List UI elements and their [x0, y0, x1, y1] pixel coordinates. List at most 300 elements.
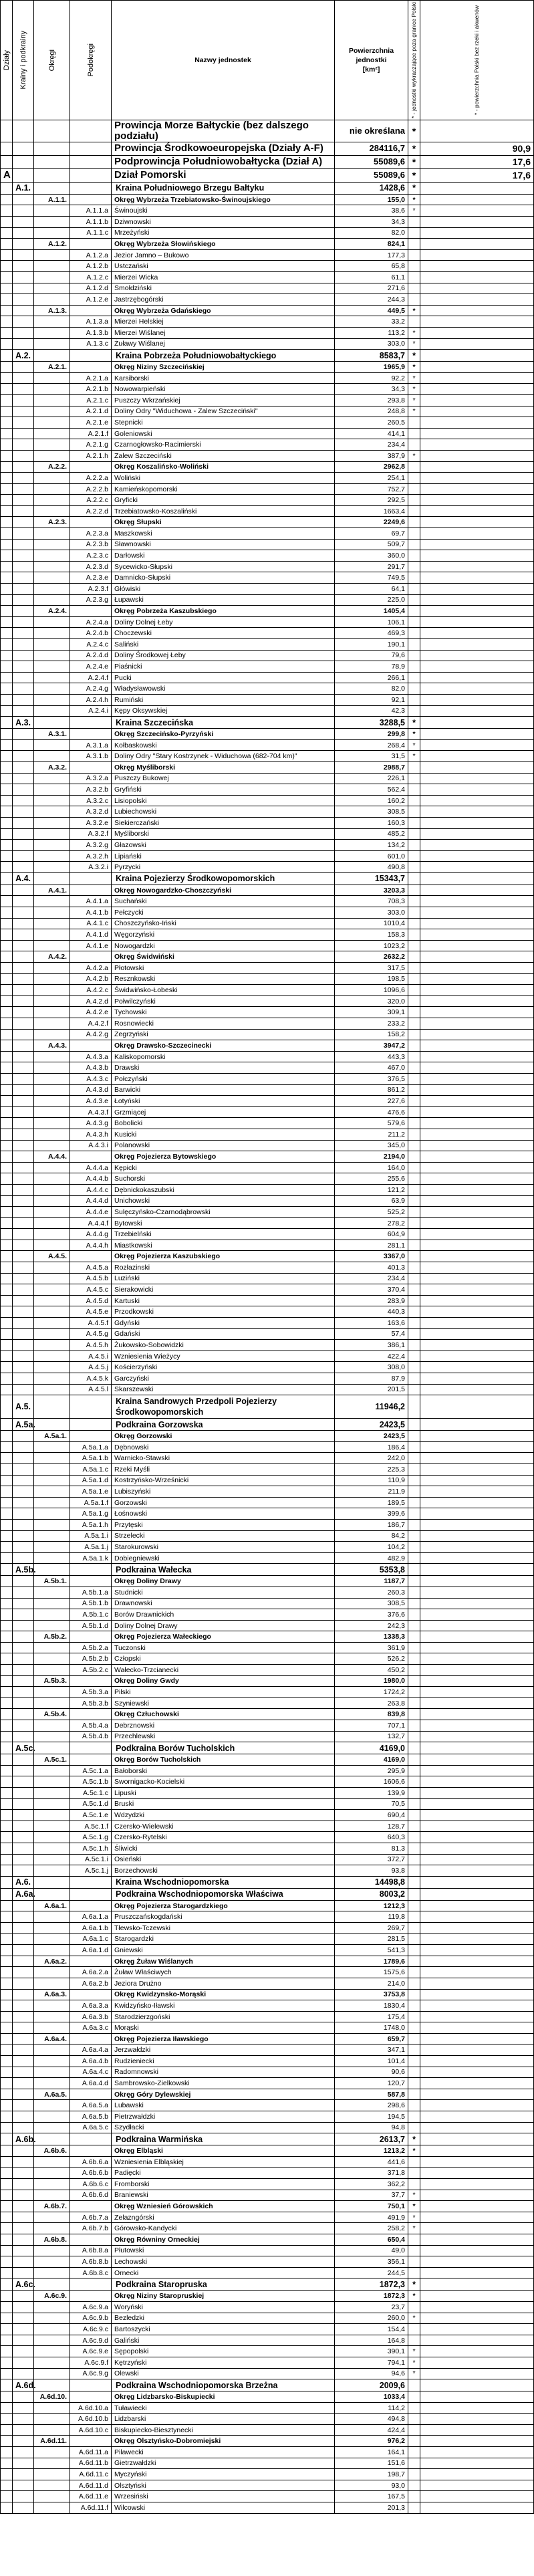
- cell-flag: [408, 985, 420, 996]
- cell-okreg: [34, 896, 70, 907]
- cell-okreg: A.6a.1.: [34, 1900, 70, 1911]
- cell-flag: [408, 2391, 420, 2403]
- table-row: [1, 2078, 534, 2089]
- cell-kraina: [13, 1318, 34, 1329]
- cell-dzial: [1, 1162, 13, 1173]
- cell-poland-share: [420, 1195, 534, 1207]
- cell-name: Sławnowski: [112, 539, 335, 550]
- cell-area: 1405,4: [335, 606, 408, 617]
- cell-poland-share: [420, 2089, 534, 2100]
- cell-dzial: [1, 1788, 13, 1799]
- cell-flag: [408, 896, 420, 907]
- cell-podokreg: A.5b.4.b: [70, 1731, 112, 1742]
- cell-flag: [408, 806, 420, 818]
- cell-kraina: [13, 283, 34, 294]
- cell-flag: *: [408, 406, 420, 417]
- cell-poland-share: [420, 751, 534, 762]
- header-okregi-label: Okręgi: [47, 49, 56, 72]
- cell-poland-share: [420, 505, 534, 517]
- cell-name: Gryficki: [112, 495, 335, 506]
- cell-kraina: [13, 168, 34, 182]
- cell-area: 450,2: [335, 1665, 408, 1676]
- header-flag1: [408, 1, 420, 120]
- cell-kraina: [13, 1609, 34, 1621]
- cell-dzial: [1, 155, 13, 168]
- cell-poland-share: [420, 1720, 534, 1732]
- cell-dzial: [1, 417, 13, 429]
- cell-poland-share: [420, 795, 534, 806]
- cell-dzial: [1, 1798, 13, 1810]
- cell-name: Borzechowski: [112, 1865, 335, 1877]
- cell-flag: [408, 973, 420, 985]
- cell-podokreg: [70, 2234, 112, 2245]
- cell-okreg: [34, 1240, 70, 1251]
- cell-name: Padięcki: [112, 2168, 335, 2179]
- cell-name: Okręg Doliny Gwdy: [112, 1675, 335, 1687]
- cell-kraina: [13, 2000, 34, 2012]
- cell-okreg: A.6a.5.: [34, 2089, 70, 2100]
- cell-podokreg: [70, 362, 112, 373]
- cell-name: Lubiszyński: [112, 1486, 335, 1498]
- cell-kraina: [13, 239, 34, 250]
- table-row: [1, 539, 534, 550]
- cell-area: 248,8: [335, 406, 408, 417]
- cell-okreg: [34, 2313, 70, 2324]
- cell-dzial: [1, 1240, 13, 1251]
- cell-poland-share: [420, 2335, 534, 2346]
- cell-podokreg: A.4.3.c: [70, 1073, 112, 1084]
- cell-area: 186,4: [335, 1441, 408, 1453]
- cell-okreg: [34, 417, 70, 429]
- cell-area: 303,0: [335, 907, 408, 919]
- cell-podokreg: A.6c.9.f: [70, 2357, 112, 2368]
- cell-kraina: [13, 806, 34, 818]
- cell-okreg: [34, 2491, 70, 2502]
- cell-podokreg: A.4.4.e: [70, 1207, 112, 1218]
- cell-podokreg: A.5a.1.g: [70, 1508, 112, 1520]
- table-row: [1, 1765, 534, 1776]
- header-dzialy: [1, 1, 13, 120]
- cell-kraina: [13, 773, 34, 784]
- cell-podokreg: [70, 350, 112, 362]
- cell-okreg: [34, 2256, 70, 2268]
- cell-okreg: A.2.2.: [34, 461, 70, 473]
- cell-okreg: [34, 2133, 70, 2145]
- cell-podokreg: A.4.1.d: [70, 929, 112, 941]
- cell-flag: [408, 1207, 420, 1218]
- cell-name: Nowowarpieński: [112, 384, 335, 395]
- cell-dzial: [1, 784, 13, 796]
- cell-poland-share: [420, 1328, 534, 1340]
- cell-poland-share: [420, 907, 534, 919]
- header-flag2: [420, 1, 534, 120]
- cell-podokreg: A.4.2.e: [70, 1007, 112, 1018]
- cell-okreg: [34, 2335, 70, 2346]
- cell-kraina: [13, 1832, 34, 1843]
- cell-name: Olsztyński: [112, 2480, 335, 2491]
- cell-poland-share: [420, 217, 534, 228]
- table-row: [1, 1318, 534, 1329]
- cell-name: Okręg Gorzowski: [112, 1431, 335, 1442]
- cell-flag: [408, 1062, 420, 1074]
- cell-okreg: [34, 628, 70, 639]
- cell-okreg: A.2.3.: [34, 517, 70, 528]
- cell-podokreg: [70, 1040, 112, 1052]
- cell-poland-share: 17,6: [420, 168, 534, 182]
- cell-kraina: [13, 1631, 34, 1643]
- cell-podokreg: A.2.3.g: [70, 594, 112, 606]
- cell-area: 1663,4: [335, 505, 408, 517]
- cell-okreg: [34, 1653, 70, 1665]
- cell-area: 82,0: [335, 227, 408, 239]
- table-row: [1, 1419, 534, 1431]
- cell-podokreg: A.5b.1.a: [70, 1587, 112, 1598]
- cell-flag: [408, 1876, 420, 1888]
- cell-dzial: [1, 2267, 13, 2278]
- cell-kraina: [13, 428, 34, 439]
- cell-dzial: [1, 528, 13, 540]
- cell-podokreg: A.4.5.a: [70, 1262, 112, 1274]
- cell-okreg: [34, 850, 70, 862]
- cell-dzial: [1, 1340, 13, 1351]
- cell-podokreg: [70, 729, 112, 740]
- cell-flag: [408, 1754, 420, 1766]
- cell-flag: [408, 1832, 420, 1843]
- cell-podokreg: A.1.2.c: [70, 272, 112, 283]
- cell-dzial: [1, 1609, 13, 1621]
- cell-dzial: [1, 705, 13, 717]
- cell-kraina: [13, 2447, 34, 2458]
- cell-flag: [408, 1598, 420, 1609]
- table-row: [1, 1576, 534, 1587]
- cell-poland-share: [420, 1552, 534, 1564]
- cell-area: 65,8: [335, 261, 408, 272]
- cell-okreg: [34, 1084, 70, 1096]
- cell-okreg: [34, 1262, 70, 1274]
- cell-dzial: [1, 1318, 13, 1329]
- cell-dzial: [1, 929, 13, 941]
- cell-okreg: [34, 539, 70, 550]
- cell-flag: [408, 828, 420, 840]
- cell-flag: [408, 1262, 420, 1274]
- cell-dzial: [1, 1384, 13, 1395]
- cell-area: 387,9: [335, 450, 408, 461]
- cell-area: 1213,2: [335, 2145, 408, 2157]
- cell-area: 317,5: [335, 963, 408, 974]
- table-row: [1, 1395, 534, 1419]
- cell-kraina: [13, 2291, 34, 2302]
- cell-dzial: [1, 327, 13, 338]
- cell-flag: [408, 940, 420, 951]
- cell-poland-share: [420, 1486, 534, 1498]
- cell-name: Mierzei Helskiej: [112, 316, 335, 328]
- cell-area: 33,2: [335, 316, 408, 328]
- cell-dzial: [1, 1195, 13, 1207]
- cell-flag: *: [408, 2201, 420, 2212]
- cell-area: 2962,8: [335, 461, 408, 473]
- cell-poland-share: [420, 1051, 534, 1062]
- cell-name: Dębnowski: [112, 1441, 335, 1453]
- cell-podokreg: A.6a.1.d: [70, 1945, 112, 1956]
- cell-kraina: A.6b.: [13, 2133, 34, 2145]
- cell-kraina: [13, 362, 34, 373]
- cell-poland-share: [420, 338, 534, 350]
- cell-podokreg: A.4.5.h: [70, 1340, 112, 1351]
- cell-podokreg: A.6a.4.a: [70, 2044, 112, 2056]
- cell-kraina: [13, 1576, 34, 1587]
- cell-name: Strzelecki: [112, 1530, 335, 1542]
- cell-name: Smołdziński: [112, 283, 335, 294]
- cell-kraina: [13, 795, 34, 806]
- table-row: [1, 1709, 534, 1720]
- cell-kraina: [13, 2011, 34, 2022]
- cell-okreg: [34, 1340, 70, 1351]
- cell-okreg: A.3.1.: [34, 729, 70, 740]
- cell-dzial: [1, 1967, 13, 1978]
- cell-poland-share: [420, 661, 534, 673]
- cell-podokreg: A.2.2.d: [70, 505, 112, 517]
- cell-podokreg: [70, 606, 112, 617]
- cell-area: 292,5: [335, 495, 408, 506]
- cell-area: 1872,3: [335, 2278, 408, 2291]
- cell-area: 134,2: [335, 840, 408, 851]
- cell-name: Okręg Niziny Szczecińskiej: [112, 362, 335, 373]
- cell-area: 104,2: [335, 1542, 408, 1553]
- table-row: [1, 694, 534, 705]
- cell-dzial: [1, 283, 13, 294]
- cell-poland-share: [420, 784, 534, 796]
- table-row: [1, 261, 534, 272]
- table-row: [1, 1373, 534, 1385]
- cell-kraina: [13, 929, 34, 941]
- cell-okreg: [34, 1731, 70, 1742]
- cell-flag: [408, 417, 420, 429]
- cell-poland-share: [420, 1609, 534, 1621]
- cell-podokreg: A.6b.8.c: [70, 2267, 112, 2278]
- cell-name: Okręg Koszalińsko-Woliński: [112, 461, 335, 473]
- cell-area: 5353,8: [335, 1564, 408, 1576]
- cell-flag: [408, 2156, 420, 2168]
- cell-name: Morąski: [112, 2022, 335, 2034]
- cell-name: Łotyński: [112, 1096, 335, 1107]
- cell-okreg: [34, 1362, 70, 1373]
- cell-flag: [408, 483, 420, 495]
- cell-name: Podkraina Wałecka: [112, 1564, 335, 1576]
- cell-dzial: [1, 2436, 13, 2447]
- cell-name: Drawnowski: [112, 1598, 335, 1609]
- cell-name: Okręg Słupski: [112, 517, 335, 528]
- cell-flag: [408, 918, 420, 929]
- cell-dzial: [1, 885, 13, 896]
- cell-kraina: [13, 828, 34, 840]
- cell-okreg: [34, 168, 70, 182]
- cell-okreg: [34, 1821, 70, 1832]
- cell-kraina: [13, 194, 34, 205]
- cell-name: Sambrowsko-Zielkowski: [112, 2078, 335, 2089]
- cell-area: 189,5: [335, 1497, 408, 1508]
- cell-flag: [408, 872, 420, 885]
- cell-kraina: [13, 1765, 34, 1776]
- cell-podokreg: A.4.5.g: [70, 1328, 112, 1340]
- cell-dzial: [1, 439, 13, 451]
- cell-podokreg: [70, 951, 112, 963]
- table-row: [1, 1463, 534, 1475]
- cell-area: 225,0: [335, 594, 408, 606]
- cell-name: Gdyński: [112, 1318, 335, 1329]
- cell-flag: [408, 2078, 420, 2089]
- cell-poland-share: [420, 1587, 534, 1598]
- cell-name: Okręg Pojezierza Bytowskiego: [112, 1151, 335, 1163]
- table-row: [1, 2089, 534, 2100]
- cell-name: Żuławy Wiślanej: [112, 338, 335, 350]
- cell-area: 1965,9: [335, 362, 408, 373]
- cell-area: 1187,7: [335, 1576, 408, 1587]
- cell-kraina: [13, 2346, 34, 2357]
- cell-name: Wrzesiński: [112, 2491, 335, 2502]
- cell-name: Prowincja Środkowoeuropejska (Działy A-F): [112, 142, 335, 155]
- cell-name: Suchorski: [112, 1173, 335, 1185]
- cell-okreg: A.2.1.: [34, 362, 70, 373]
- cell-kraina: [13, 1096, 34, 1107]
- cell-okreg: [34, 1328, 70, 1340]
- cell-name: Olewski: [112, 2368, 335, 2379]
- cell-podokreg: [70, 2145, 112, 2157]
- cell-okreg: [34, 1475, 70, 1486]
- cell-dzial: [1, 1911, 13, 1923]
- cell-kraina: [13, 2469, 34, 2480]
- cell-name: Puszczy Wkrzańskiej: [112, 394, 335, 406]
- cell-kraina: [13, 505, 34, 517]
- cell-okreg: [34, 1776, 70, 1788]
- cell-okreg: [34, 2502, 70, 2514]
- cell-name: Czersko-Wielewski: [112, 1821, 335, 1832]
- cell-flag: [408, 1318, 420, 1329]
- cell-name: Puszczy Bukowej: [112, 773, 335, 784]
- cell-dzial: [1, 272, 13, 283]
- cell-name: Kraina Sandrowych Przedpoli Pojezierzy Środkowopomorskich: [112, 1395, 335, 1419]
- cell-poland-share: [420, 985, 534, 996]
- cell-podokreg: A.2.4.a: [70, 616, 112, 628]
- cell-podokreg: [70, 885, 112, 896]
- cell-poland-share: [420, 1284, 534, 1296]
- cell-dzial: [1, 1475, 13, 1486]
- cell-area: 690,4: [335, 1810, 408, 1821]
- cell-dzial: [1, 2133, 13, 2145]
- table-row: [1, 751, 534, 762]
- cell-kraina: [13, 751, 34, 762]
- cell-name: Świdwińsko-Łobeski: [112, 985, 335, 996]
- cell-kraina: [13, 1665, 34, 1676]
- table-row: [1, 1888, 534, 1900]
- cell-kraina: [13, 1173, 34, 1185]
- cell-name: Podkraina Wschodniopomorska Właściwa: [112, 1888, 335, 1900]
- cell-dzial: [1, 1754, 13, 1766]
- cell-name: Wałecko-Trzcianecki: [112, 1665, 335, 1676]
- cell-dzial: [1, 1029, 13, 1040]
- cell-name: Ornecki: [112, 2267, 335, 2278]
- cell-okreg: [34, 120, 70, 142]
- cell-area: 362,2: [335, 2179, 408, 2190]
- cell-okreg: [34, 694, 70, 705]
- table-row: [1, 168, 534, 182]
- cell-okreg: [34, 1217, 70, 1229]
- table-row: [1, 1665, 534, 1676]
- cell-okreg: [34, 1508, 70, 1520]
- cell-area: 2009,6: [335, 2379, 408, 2391]
- table-row: [1, 1295, 534, 1306]
- cell-name: Czersko-Rytelski: [112, 1832, 335, 1843]
- cell-area: 234,4: [335, 439, 408, 451]
- cell-podokreg: A.4.4.a: [70, 1162, 112, 1173]
- cell-area: 244,3: [335, 294, 408, 306]
- cell-kraina: [13, 1431, 34, 1442]
- cell-podokreg: A.5b.3.b: [70, 1697, 112, 1709]
- cell-name: Skarszewski: [112, 1384, 335, 1395]
- cell-name: Kołbaskowski: [112, 739, 335, 751]
- cell-dzial: [1, 406, 13, 417]
- cell-podokreg: A.6c.9.g: [70, 2368, 112, 2379]
- table-row: [1, 372, 534, 384]
- cell-okreg: [34, 495, 70, 506]
- table-row: [1, 1587, 534, 1598]
- table-row: [1, 205, 534, 217]
- cell-dzial: [1, 517, 13, 528]
- cell-podokreg: A.4.4.b: [70, 1173, 112, 1185]
- cell-kraina: [13, 473, 34, 484]
- cell-dzial: [1, 1587, 13, 1598]
- cell-dzial: [1, 2122, 13, 2133]
- cell-dzial: [1, 338, 13, 350]
- cell-flag: *: [408, 2133, 420, 2145]
- cell-name: Unichowski: [112, 1195, 335, 1207]
- cell-podokreg: A.3.2.i: [70, 862, 112, 873]
- cell-kraina: [13, 1653, 34, 1665]
- cell-flag: [408, 1497, 420, 1508]
- cell-flag: [408, 650, 420, 661]
- table-row: [1, 517, 534, 528]
- cell-kraina: [13, 1934, 34, 1945]
- cell-okreg: [34, 2424, 70, 2436]
- cell-poland-share: [420, 1697, 534, 1709]
- cell-kraina: [13, 1018, 34, 1030]
- cell-kraina: [13, 1687, 34, 1698]
- cell-okreg: [34, 450, 70, 461]
- cell-area: 201,3: [335, 2502, 408, 2514]
- cell-poland-share: [420, 1888, 534, 1900]
- cell-dzial: [1, 550, 13, 562]
- cell-flag: *: [408, 2145, 420, 2157]
- cell-okreg: [34, 784, 70, 796]
- cell-poland-share: [420, 1788, 534, 1799]
- table-row: [1, 1508, 534, 1520]
- cell-poland-share: [420, 1620, 534, 1631]
- cell-okreg: [34, 155, 70, 168]
- cell-kraina: [13, 650, 34, 661]
- cell-okreg: [34, 2480, 70, 2491]
- cell-flag: [408, 2067, 420, 2078]
- cell-name: Pilawecki: [112, 2447, 335, 2458]
- cell-podokreg: A.3.2.f: [70, 828, 112, 840]
- cell-poland-share: [420, 762, 534, 773]
- cell-kraina: [13, 338, 34, 350]
- cell-name: Kaliskopomorski: [112, 1051, 335, 1062]
- cell-kraina: [13, 784, 34, 796]
- table-row: [1, 1284, 534, 1296]
- cell-dzial: [1, 1642, 13, 1653]
- cell-dzial: [1, 305, 13, 316]
- cell-area: 440,3: [335, 1306, 408, 1318]
- cell-poland-share: [420, 1945, 534, 1956]
